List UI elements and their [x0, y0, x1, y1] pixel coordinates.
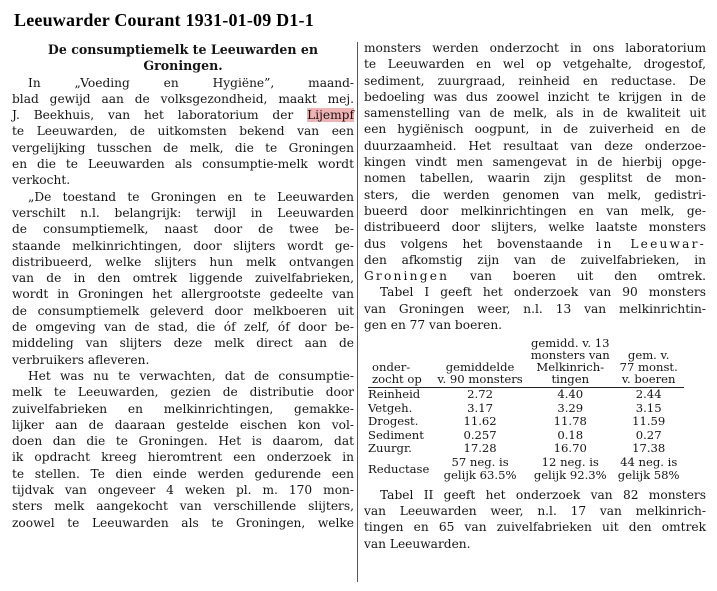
left-column [12, 42, 354, 531]
table-cell: 3.29 [557, 400, 584, 415]
article-line: J. Beekhuis, van het laboratorium der Lijempf [12, 108, 354, 123]
article-line: Groningen van boeren uit den omtrek. [364, 269, 706, 284]
article-line: Groningen. [143, 58, 223, 74]
table-cell: 3.17 [467, 400, 493, 415]
table-row [368, 429, 684, 443]
article-line: den afkomstig zijn van de zuivelfabrieken, in [364, 252, 706, 267]
table-header-row [368, 337, 684, 388]
article-line: zoowel te Leeuwarden als te Groningen, welke [12, 515, 354, 530]
article-line: verschilt n.l. belangrijk: terwijl in Leeuwarden [12, 205, 354, 220]
article-line: te Leeuwarden en wel op vetgehalte, drogestof, [364, 57, 706, 72]
table-cell: 11.59 [632, 414, 666, 429]
table-row [368, 415, 684, 429]
article-line: staande melkinrichtingen, door slijters wordt ge- [12, 238, 354, 253]
article-line: In „Voeding en Hygiëne”, maand- [28, 75, 354, 90]
article-line: distribueerd door slijters, welke laatste monsters [364, 220, 706, 235]
article-line: nomen tabellen, waarin zijn gesplitst de mon- [364, 171, 706, 186]
table-row-label: Reductase [368, 461, 430, 476]
article-line: blad gewijd aan de volksgezondheid, maakt mej. [12, 91, 354, 106]
article-line: doen dan die te Groningen. Het is daarom, dat [12, 434, 354, 449]
article-line: tingen en 65 van zuivelfabrieken uit den omtrek [364, 520, 706, 535]
right-column-text-after-table [364, 487, 706, 552]
right-column [364, 40, 706, 552]
article-line: sters, die werden genomen van melk, gedistri- [364, 187, 706, 202]
table-row-label: Sediment [368, 427, 424, 442]
table-cell: 12 neg. is gelijk 92.3% [533, 454, 607, 483]
table-cell: 16.70 [553, 441, 587, 456]
table-cell: 44 neg. is gelijk 58% [617, 454, 680, 483]
column-divider [357, 42, 358, 582]
table-cell: 17.38 [632, 441, 666, 456]
article-line: sediment, zuurgraad, reinheid en reductase. De [364, 73, 706, 88]
article-line: middeling van slijters deze melk direct aan de [12, 336, 354, 351]
article-line: te stellen. Te dien einde werden gedurende een [12, 466, 354, 481]
table-cell: 17.28 [463, 441, 497, 456]
article-line: ik opdracht kreeg hieromtrent een onderzoek in [12, 450, 354, 465]
article-line: vergelijking tusschen de melk, die te Groningen [12, 140, 354, 155]
article-line: te Leeuwarden, de uitkomsten bekend van een [12, 124, 354, 139]
table-cell: 4.40 [557, 387, 584, 402]
article-line: De consumptiemelk te Leeuwarden en [47, 42, 319, 57]
article-line: tijdvak van ongeveer 4 weken pl. m. 170 mon- [12, 483, 354, 498]
article-line: bueerd door melkinrichtingen en van melk, ge- [364, 203, 706, 218]
article-line: een hygiënisch oogpunt, in de zuiverheid en de [364, 122, 706, 137]
table-column-header: onder- zocht op [372, 360, 422, 387]
right-column-text [364, 40, 706, 333]
spaced-word: in Leeuwar- [597, 236, 706, 251]
article-line: sters melk aangekocht van verschillende slijters, [12, 499, 354, 514]
article-line: Het was nu te verwachten, dat de consumptie- [28, 368, 354, 383]
table-column-header: gem. v. 77 monst. v. boeren [619, 348, 678, 387]
article-line: verkocht. [12, 173, 71, 188]
article-line: duurzaamheid. Het resultaat van deze onderzoe- [364, 138, 706, 153]
article-line: van Leeuwarden weer, n.l. 17 van melkinrich- [364, 504, 706, 519]
table-column-header: gemidd. v. 13 monsters van Melkinrich- tingen [530, 336, 610, 387]
table-row-label: Drogest. [368, 414, 419, 429]
article-line: de consumptiemelk geleverd door melkboeren uit [12, 303, 354, 318]
article-line: distribueerd, welke slijters hun melk ontvangen [12, 254, 354, 269]
article-line: melk te Leeuwarden, gezien de distributie door [12, 385, 354, 400]
article-line: van de in den omtrek liggende zuivelfabrieken, [12, 271, 354, 286]
article-line: kingen vindt men samengevat in de hierbij opge- [364, 155, 706, 170]
article-line: dus volgens het bovenstaande in Leeuwar- [364, 236, 706, 251]
table-cell: 0.257 [463, 427, 497, 442]
highlighted-word: Lijempf [307, 108, 354, 123]
table-cell: 3.15 [635, 400, 662, 415]
table-row [368, 402, 684, 416]
spaced-word: Groningen [364, 269, 450, 284]
table-body [368, 388, 684, 483]
table-row-label: Reinheid [368, 387, 421, 402]
newspaper-header: Leeuwarder Courant 1931-01-09 D1-1 [14, 10, 314, 30]
table-cell: 2.72 [467, 387, 493, 402]
article-line: lijker aan de daaraan gestelde eischen kon vol- [12, 417, 354, 432]
table-cell: 0.27 [635, 427, 662, 442]
table-row [368, 388, 684, 402]
milk-analysis-table [368, 337, 684, 483]
table-cell: 57 neg. is gelijk 63.5% [443, 454, 517, 483]
article-line: bedoeling was dus zoowel inzicht te krijgen in de [364, 89, 706, 104]
table-cell: 0.18 [557, 427, 584, 442]
table-cell: 2.44 [635, 387, 662, 402]
article-line: gen en 77 van boeren. [364, 318, 503, 333]
table-cell: 11.78 [553, 414, 587, 429]
table-row [368, 456, 684, 483]
table-cell: 11.62 [463, 414, 497, 429]
article-line: monsters werden onderzocht in ons laboratorium [364, 41, 706, 55]
article-line: Tabel I geeft het onderzoek van 90 monsters [380, 285, 706, 300]
article-line: de consumptiemelk, naast door de twee be- [12, 222, 354, 237]
table-row [368, 442, 684, 456]
article-line: de omgeving van de stad, die óf zelf, óf door be- [12, 320, 354, 335]
article-line: van Groningen weer, n.l. 13 van melkinrichtin- [364, 301, 706, 316]
article-line: „De toestand te Groningen en te Leeuwarden [28, 189, 354, 204]
article-line: van Leeuwarden. [364, 536, 471, 551]
article-line: verbruikers afleveren. [12, 352, 150, 367]
article-line: en die te Leeuwarden als consumptie-melk wordt [12, 157, 354, 172]
article-line: wordt in Groningen het allergrootste gedeelte van [12, 287, 354, 302]
article-line: samenstelling van de melk, als in de kwaliteit uit [364, 106, 706, 121]
article-line: Tabel II geeft het onderzoek van 82 monsters [380, 487, 706, 502]
table-row-label: Zuurgr. [368, 441, 412, 456]
article-line: zuivelfabrieken en melkinrichtingen, gemakke- [12, 401, 354, 416]
table-column-header: gemiddelde v. 90 monsters [437, 360, 523, 387]
table-row-label: Vetgeh. [368, 400, 413, 415]
